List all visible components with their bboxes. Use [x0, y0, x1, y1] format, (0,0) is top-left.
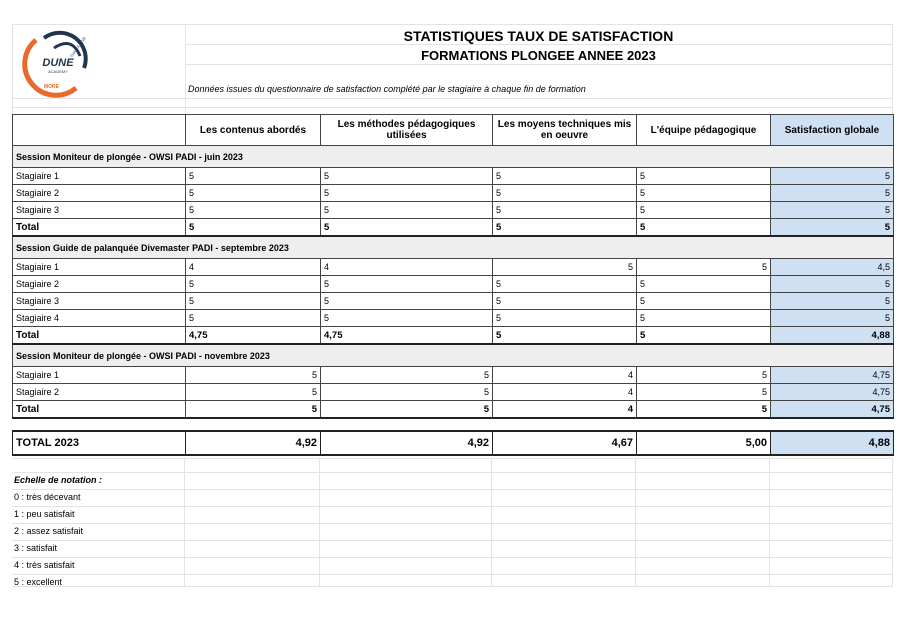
score-cell[interactable]: 5 — [637, 202, 771, 219]
trainee-label[interactable]: Stagiaire 2 — [13, 185, 186, 202]
total-cell[interactable]: 5 — [321, 219, 493, 237]
rating-scale-heading[interactable]: Echelle de notation : — [14, 475, 103, 485]
table-row — [13, 259, 894, 276]
svg-text:DUNE: DUNE — [42, 57, 74, 69]
score-cell[interactable]: 5 — [493, 259, 637, 276]
score-cell[interactable]: 5 — [637, 259, 771, 276]
svg-text:MORE: MORE — [44, 84, 59, 90]
total-label[interactable]: Total — [13, 401, 186, 419]
satisfaction-table — [12, 114, 894, 419]
trainee-label[interactable]: Stagiaire 1 — [13, 259, 186, 276]
session-title[interactable]: Session Moniteur de plongée - OWSI PADI - novembre 2023 — [13, 344, 894, 367]
total-cell[interactable]: 5 — [637, 327, 771, 345]
column-header-methods[interactable]: Les méthodes pédagogiques utilisées — [321, 115, 493, 146]
score-cell[interactable]: 5 — [321, 367, 493, 384]
grand-total-table — [12, 430, 894, 456]
table-row — [13, 367, 894, 384]
total-label[interactable]: Total — [13, 327, 186, 345]
trainee-label[interactable]: Stagiaire 2 — [13, 276, 186, 293]
rating-scale-item[interactable]: 0 : très décevant — [14, 492, 81, 502]
score-cell[interactable]: 5 — [637, 367, 771, 384]
score-cell[interactable]: 5 — [186, 384, 321, 401]
score-cell[interactable]: 5 — [493, 202, 637, 219]
session-title[interactable]: Session Guide de palanquée Divemaster PADI - septembre 2023 — [13, 236, 894, 259]
overall-score-cell[interactable]: 4,5 — [771, 259, 894, 276]
score-cell[interactable]: 5 — [637, 168, 771, 185]
data-source-note: Données issues du questionnaire de satisfaction complété par le stagiaire à chaque fin de formation — [188, 84, 586, 94]
session-total-row — [13, 219, 894, 237]
score-cell[interactable]: 5 — [493, 276, 637, 293]
score-cell[interactable]: 5 — [186, 293, 321, 310]
score-cell[interactable]: 5 — [493, 185, 637, 202]
overall-total-cell[interactable]: 4,88 — [771, 327, 894, 345]
overall-score-cell[interactable]: 5 — [771, 276, 894, 293]
score-cell[interactable]: 4 — [493, 384, 637, 401]
report-title: STATISTIQUES TAUX DE SATISFACTION — [403, 28, 674, 44]
session-total-row — [13, 327, 894, 345]
column-header-overall-satisfaction[interactable]: Satisfaction globale — [771, 115, 894, 146]
grand-total-cell[interactable]: 4,92 — [321, 431, 493, 455]
total-cell[interactable]: 5 — [493, 219, 637, 237]
score-cell[interactable]: 4 — [493, 367, 637, 384]
score-cell[interactable]: 5 — [493, 168, 637, 185]
trainee-label[interactable]: Stagiaire 2 — [13, 384, 186, 401]
svg-text:ACADEMY: ACADEMY — [48, 69, 68, 74]
overall-score-cell[interactable]: 5 — [771, 185, 894, 202]
score-cell[interactable]: 5 — [637, 310, 771, 327]
score-cell[interactable]: 5 — [321, 168, 493, 185]
total-cell[interactable]: 5 — [186, 219, 321, 237]
overall-score-cell[interactable]: 5 — [771, 310, 894, 327]
grand-total-row — [13, 431, 894, 455]
overall-score-cell[interactable]: 5 — [771, 168, 894, 185]
score-cell[interactable]: 5 — [493, 310, 637, 327]
session-header-row — [13, 146, 894, 168]
score-cell[interactable]: 5 — [321, 310, 493, 327]
session-header-row — [13, 344, 894, 367]
score-cell[interactable]: 4 — [321, 259, 493, 276]
overall-score-cell[interactable]: 5 — [771, 202, 894, 219]
total-cell[interactable]: 4 — [493, 401, 637, 419]
score-cell[interactable]: 5 — [637, 276, 771, 293]
score-cell[interactable]: 5 — [321, 293, 493, 310]
overall-total-cell[interactable]: 4,75 — [771, 401, 894, 419]
column-header-contents[interactable]: Les contenus abordés — [186, 115, 321, 146]
table-header-row — [13, 115, 894, 146]
score-cell[interactable]: 5 — [321, 384, 493, 401]
score-cell[interactable]: 5 — [637, 293, 771, 310]
trainee-label[interactable]: Stagiaire 3 — [13, 293, 186, 310]
score-cell[interactable]: 5 — [637, 185, 771, 202]
grand-total-overall-cell[interactable]: 4,88 — [771, 431, 894, 455]
table-row — [13, 202, 894, 219]
score-cell[interactable]: 5 — [186, 168, 321, 185]
table-row — [13, 276, 894, 293]
trainee-label[interactable]: Stagiaire 3 — [13, 202, 186, 219]
svg-text:THAN A DIVE: THAN A DIVE — [68, 35, 87, 59]
score-cell[interactable]: 5 — [321, 185, 493, 202]
score-cell[interactable]: 5 — [186, 310, 321, 327]
total-cell[interactable]: 5 — [186, 401, 321, 419]
report-subtitle: FORMATIONS PLONGEE ANNEE 2023 — [421, 48, 656, 63]
table-row — [13, 293, 894, 310]
total-cell[interactable]: 5 — [321, 401, 493, 419]
total-cell[interactable]: 5 — [637, 219, 771, 237]
table-row — [13, 384, 894, 401]
column-header-teaching-team[interactable]: L'équipe pédagogique — [637, 115, 771, 146]
table-row — [13, 168, 894, 185]
score-cell[interactable]: 5 — [186, 276, 321, 293]
header-blank-cell — [13, 115, 186, 146]
grand-total-cell[interactable]: 4,67 — [493, 431, 637, 455]
rating-scale-item[interactable]: 2 : assez satisfait — [14, 526, 84, 536]
session-title[interactable]: Session Moniteur de plongée - OWSI PADI - juin 2023 — [13, 146, 894, 168]
dune-academy-logo — [14, 28, 104, 98]
trainee-label[interactable]: Stagiaire 1 — [13, 367, 186, 384]
total-label[interactable]: Total — [13, 219, 186, 237]
trainee-label[interactable]: Stagiaire 1 — [13, 168, 186, 185]
score-cell[interactable]: 5 — [186, 185, 321, 202]
score-cell[interactable]: 5 — [493, 293, 637, 310]
rating-scale-item[interactable]: 3 : satisfait — [14, 543, 58, 553]
total-cell[interactable]: 4,75 — [321, 327, 493, 345]
table-row — [13, 310, 894, 327]
trainee-label[interactable]: Stagiaire 4 — [13, 310, 186, 327]
column-header-technical-means[interactable]: Les moyens techniques mis en oeuvre — [493, 115, 637, 146]
score-cell[interactable]: 5 — [186, 202, 321, 219]
rating-scale — [14, 472, 102, 591]
score-cell[interactable]: 5 — [321, 202, 493, 219]
total-cell[interactable]: 4,75 — [186, 327, 321, 345]
table-row — [13, 185, 894, 202]
grand-total-label[interactable]: TOTAL 2023 — [13, 431, 186, 455]
rating-scale-item[interactable]: 4 : très satisfait — [14, 560, 75, 570]
score-cell[interactable]: 4 — [186, 259, 321, 276]
rating-scale-item[interactable]: 1 : peu satisfait — [14, 509, 75, 519]
session-total-row — [13, 401, 894, 419]
score-cell[interactable]: 5 — [321, 276, 493, 293]
total-cell[interactable]: 5 — [637, 401, 771, 419]
total-cell[interactable]: 5 — [493, 327, 637, 345]
rating-scale-item[interactable]: 5 : excellent — [14, 577, 63, 587]
overall-score-cell[interactable]: 4,75 — [771, 384, 894, 401]
overall-total-cell[interactable]: 5 — [771, 219, 894, 237]
score-cell[interactable]: 5 — [186, 367, 321, 384]
grand-total-cell[interactable]: 5,00 — [637, 431, 771, 455]
grand-total-cell[interactable]: 4,92 — [186, 431, 321, 455]
session-header-row — [13, 236, 894, 259]
score-cell[interactable]: 5 — [637, 384, 771, 401]
overall-score-cell[interactable]: 4,75 — [771, 367, 894, 384]
overall-score-cell[interactable]: 5 — [771, 293, 894, 310]
